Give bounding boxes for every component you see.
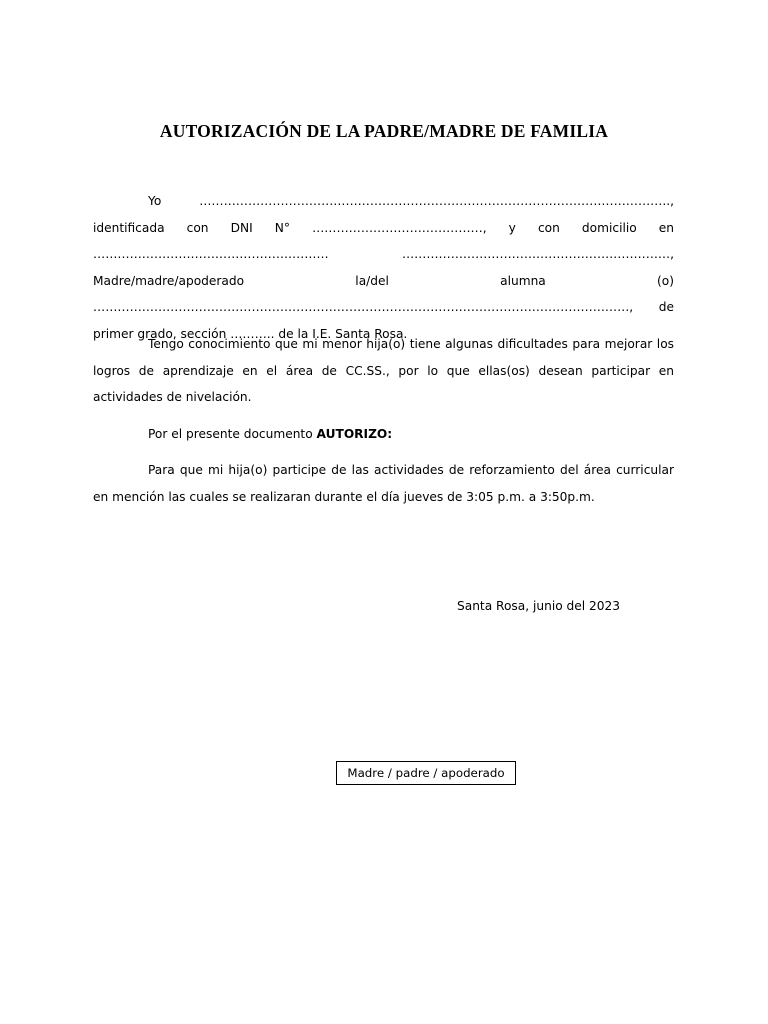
signature-box: Madre / padre / apoderado xyxy=(336,761,516,785)
authorization-prefix: Por el presente documento xyxy=(148,427,317,441)
authorization-keyword: AUTORIZO: xyxy=(316,427,393,441)
paragraph-identification: Yo …………………………………………………………………………………………………….., identificada con DNI N° ……………………………………, y con domicilio en …………………………………………………. …………………………………………………………, Madre/madre/apoderado la/del alumna (o) ……………………………………………………………………………………………………………………, de primer grado, sección ……….. de la I.E. Santa Rosa. xyxy=(93,194,674,341)
paragraph-knowledge: Tengo conocimiento que mi menor hija(o) tiene algunas dificultades para mejorar los logros de aprendizaje en el área de CC.SS., por lo que ellas(os) desean participar en actividades de nivelación. xyxy=(93,337,674,404)
document-title: AUTORIZACIÓN DE LA PADRE/MADRE DE FAMILIA xyxy=(159,121,609,141)
paragraph-activities: Para que mi hija(o) participe de las actividades de reforzamiento del área curricular en mención las cuales se realizaran durante el día jueves de 3:05 p.m. a 3:50p.m. xyxy=(93,463,674,504)
date-line: Santa Rosa, junio del 2023 xyxy=(457,599,621,613)
paragraph-authorization xyxy=(93,421,674,448)
